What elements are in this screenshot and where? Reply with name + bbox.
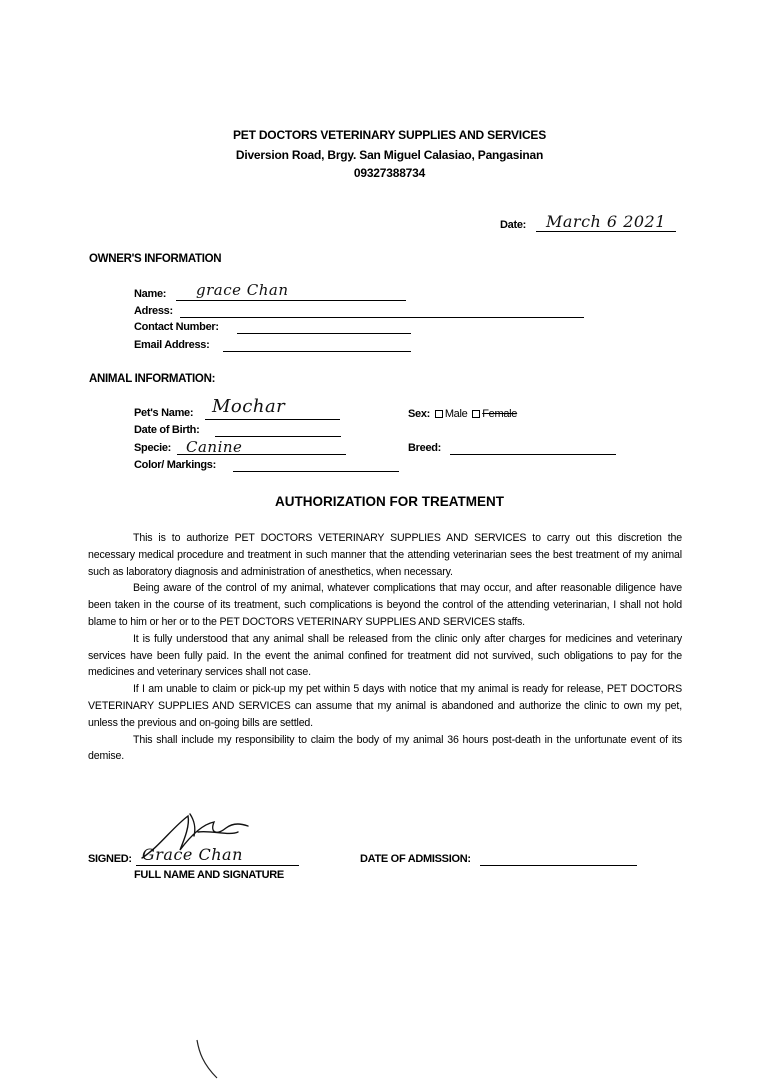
breed-label: Breed:	[408, 442, 442, 454]
sex-group	[408, 408, 517, 420]
female-checkbox[interactable]	[472, 410, 480, 418]
authorization-paragraph: This shall include my responsibility to claim the body of my animal 36 hours post-death in the unfortunate event of its demise.	[88, 733, 682, 763]
owner-name-label: Name:	[134, 288, 167, 300]
authorization-paragraph: If I am unable to claim or pick-up my pet within 5 days with notice that my animal is ready for release, PET DOCTORS VETERINARY SUPPLIES AND SERVICES can assume that my animal is abandoned and authorize the clinic to own my pet, unless the previous and on-going bills are settled.	[88, 683, 682, 729]
company-name: PET DOCTORS VETERINARY SUPPLIES AND SERVICES	[232, 128, 547, 142]
owner-address-line[interactable]	[180, 317, 584, 318]
authorization-body	[88, 530, 682, 765]
specie-label: Specie:	[134, 442, 172, 454]
dob-label: Date of Birth:	[134, 424, 200, 436]
owner-email-line[interactable]	[223, 351, 411, 352]
date-line	[536, 231, 676, 232]
pen-mark-icon	[195, 1038, 225, 1080]
pet-name-label: Pet's Name:	[134, 407, 194, 419]
authorization-paragraph: This is to authorize PET DOCTORS VETERINARY SUPPLIES AND SERVICES to carry out this discretion the necessary medical procedure and treatment in such manner that the attending veterinarian sees the best treatment of my animal such as laboratory diagnosis and administration of anesthetics, when necessary.	[88, 532, 682, 578]
color-line[interactable]	[233, 471, 399, 472]
male-checkbox[interactable]	[435, 410, 443, 418]
date-label: Date:	[500, 219, 527, 231]
authorization-paragraph: Being aware of the control of my animal, whatever complications that may occur, and after reasonable diligence have been taken in the course of its treatment, such complications is beyond the control of the attending veterinarian, I shall not hold blame to him or her or to the PET DOCTORS VETERINARY SUPPLIES AND SERVICES staffs.	[88, 582, 682, 628]
owner-address-label: Adress:	[134, 305, 173, 317]
color-label: Color/ Markings:	[134, 459, 216, 471]
company-address: Diversion Road, Brgy. San Miguel Calasiao, Pangasinan	[235, 148, 544, 162]
admission-line[interactable]	[480, 865, 637, 866]
admission-label: DATE OF ADMISSION:	[360, 853, 471, 865]
female-option-label: Female	[482, 408, 518, 420]
signed-label: SIGNED:	[88, 853, 132, 865]
company-phone: 09327388734	[353, 166, 426, 180]
owner-section-title: OWNER'S INFORMATION	[89, 253, 222, 265]
pet-name-line	[205, 419, 340, 420]
pet-name-value[interactable]: Mochar	[212, 396, 286, 417]
breed-line[interactable]	[450, 454, 616, 455]
dob-line[interactable]	[215, 436, 341, 437]
signed-value[interactable]: Grace Chan	[142, 845, 243, 864]
date-value[interactable]: March 6 2021	[546, 212, 666, 231]
male-option-label: Male	[444, 408, 468, 420]
authorization-paragraph: It is fully understood that any animal shall be released from the clinic only after charges for medicines and veterinary services have been fully paid. In the event the animal confined for treatment did not survived, such obligations to pay for the medicines and veterinary services shall not case.	[88, 632, 682, 679]
owner-contact-label: Contact Number:	[134, 321, 219, 333]
signature-caption: FULL NAME AND SIGNATURE	[134, 869, 284, 881]
sex-label: Sex:	[408, 408, 431, 420]
animal-section-title: ANIMAL INFORMATION:	[89, 373, 216, 385]
owner-name-value[interactable]: grace Chan	[196, 281, 289, 299]
authorization-title: AUTHORIZATION FOR TREATMENT	[275, 494, 504, 509]
specie-value[interactable]: Canine	[186, 438, 243, 456]
owner-contact-line[interactable]	[237, 333, 411, 334]
owner-name-line	[176, 300, 406, 301]
owner-email-label: Email Address:	[134, 339, 210, 351]
